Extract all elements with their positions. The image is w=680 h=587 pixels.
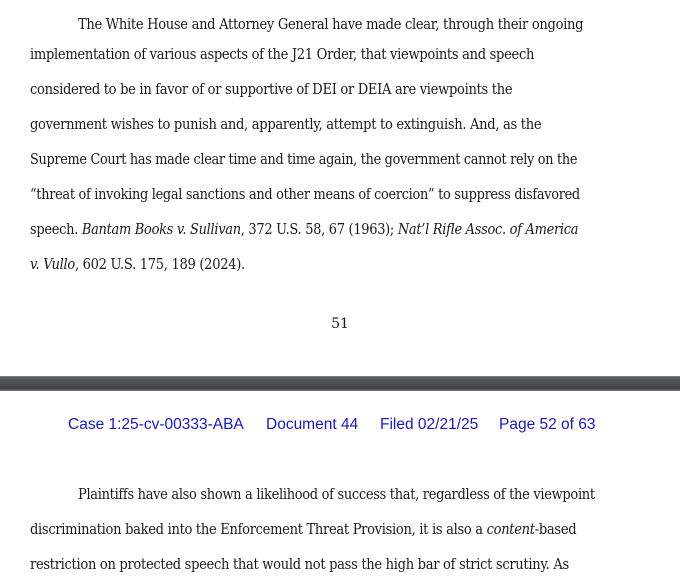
text-line xyxy=(30,519,576,539)
text-line: government wishes to punish and, apparently, attempt to extinguish. And, as the xyxy=(30,115,542,133)
text-line: The White House and Attorney General have made clear, through their ongoing xyxy=(78,15,584,33)
emphasis: content xyxy=(486,520,535,538)
text-line: considered to be in favor of or supportive of DEI or DEIA are viewpoints the xyxy=(30,80,513,98)
text-line: restriction on protected speech that would not pass the high bar of strict scrutiny. As xyxy=(30,555,569,573)
text: speech. xyxy=(30,220,82,238)
text: , 372 U.S. 58, 67 (1963); xyxy=(240,220,398,238)
text: , 602 U.S. 175, 189 (2024). xyxy=(74,255,245,273)
page-count: Page 52 of 63 xyxy=(499,416,596,433)
document-number: Document 44 xyxy=(266,416,359,433)
case-number: Case 1:25-cv-00333-ABA xyxy=(68,416,244,433)
text-line: implementation of various aspects of the J21 Order, that viewpoints and speech xyxy=(30,45,535,63)
text-line: “threat of invoking legal sanctions and other means of coercion” to suppress disfavored xyxy=(30,185,580,203)
case-citation-vullo: v. Vullo xyxy=(30,255,75,273)
case-citation-nra: Nat’l Rifle Assoc. of America xyxy=(397,220,579,238)
text: discrimination baked into the Enforcement Threat Provision, it is also a xyxy=(30,520,487,538)
case-citation-bantam-books: Bantam Books v. Sullivan xyxy=(81,220,241,238)
citation-line xyxy=(30,254,245,274)
page-separator xyxy=(0,376,680,391)
citation-line xyxy=(30,219,578,239)
text-line: Plaintiffs have also shown a likelihood of success that, regardless of the viewpoint xyxy=(78,485,595,503)
text: -based xyxy=(534,520,577,538)
filed-date: Filed 02/21/25 xyxy=(380,416,479,433)
text-line: Supreme Court has made clear time and time again, the government cannot rely on the xyxy=(30,150,578,168)
page-number: 51 xyxy=(331,316,349,332)
